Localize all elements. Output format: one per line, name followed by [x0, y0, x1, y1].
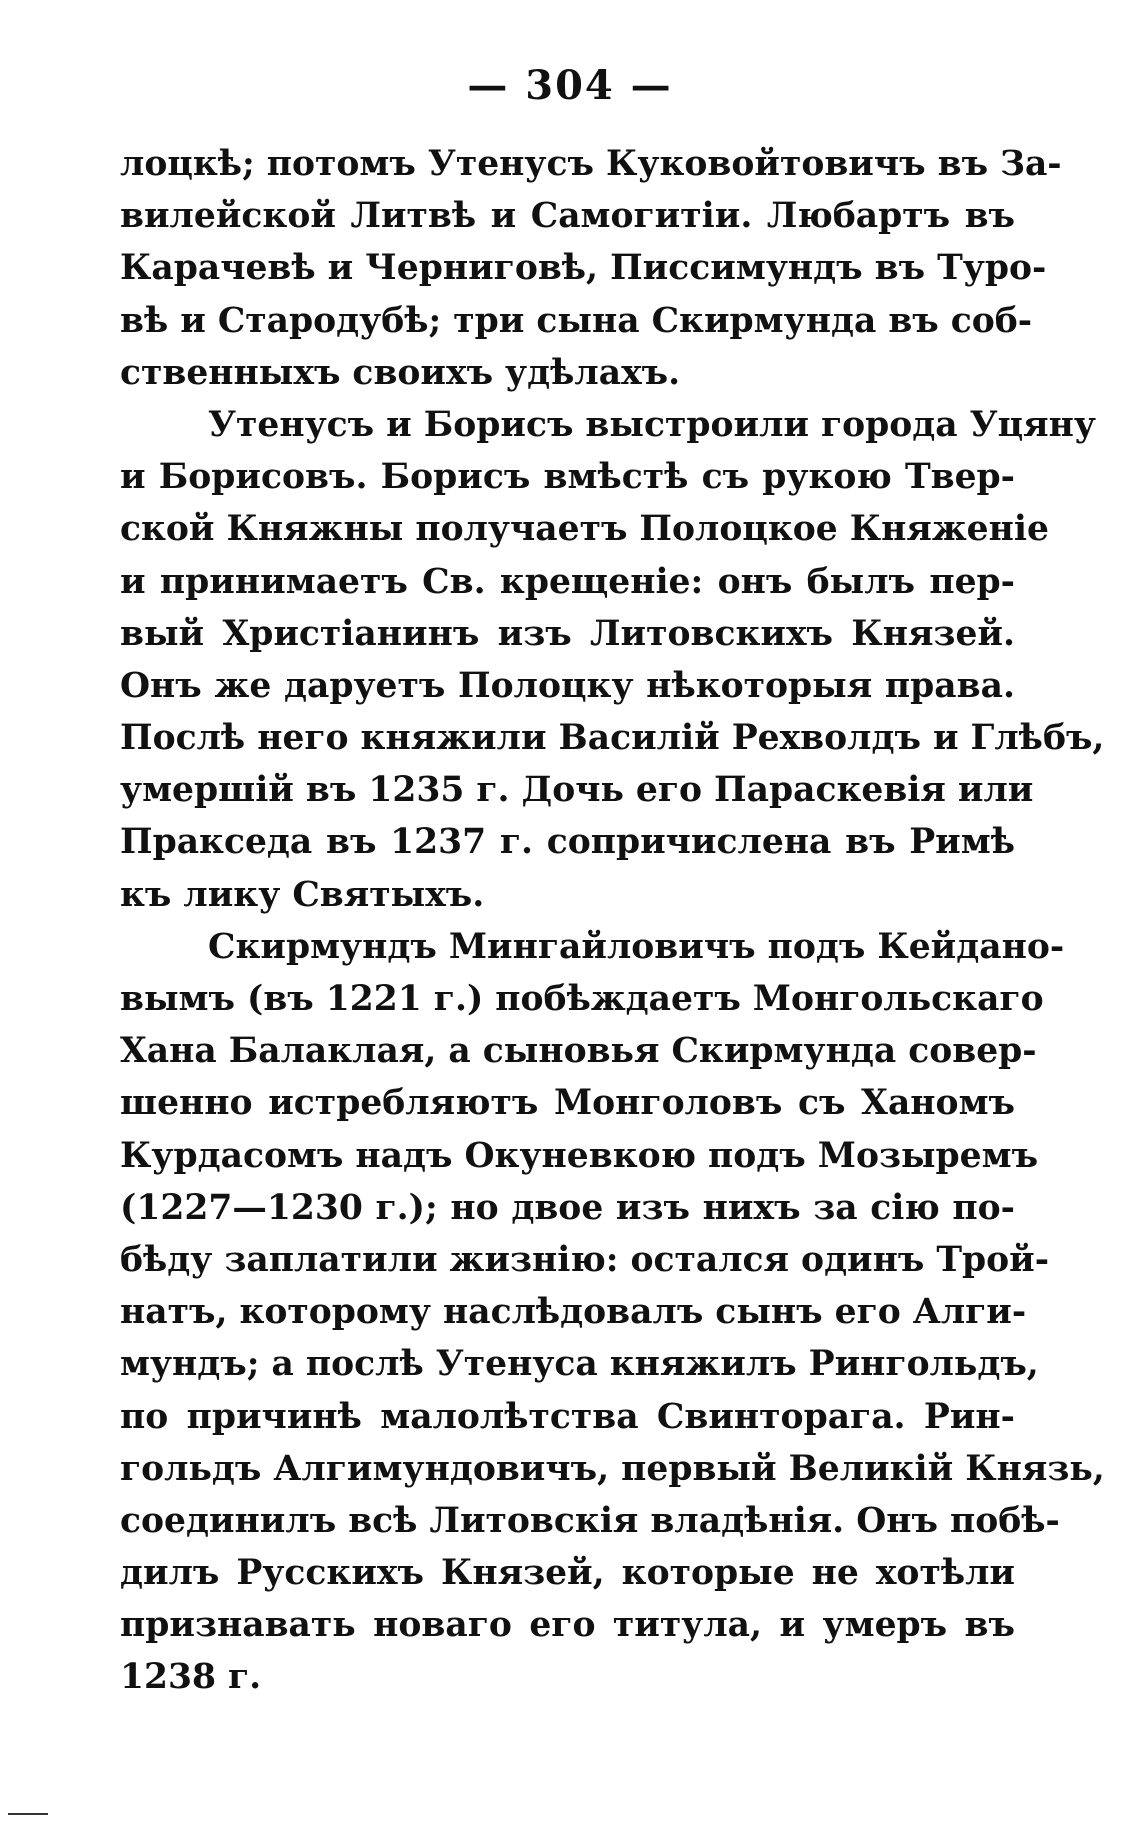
- text-line: Хана Балаклая, а сыновья Скирмунда совер-: [120, 1031, 1037, 1072]
- text-line: ской Княжны получаетъ Полоцкое Княженіе: [120, 509, 1049, 550]
- page-edge-mark: [8, 1813, 48, 1815]
- page-number-header: — 304 —: [467, 62, 673, 109]
- text-line: мундъ; а послѣ Утенуса княжилъ Рингольдъ,: [120, 1344, 1039, 1385]
- text-line: (1227—1230 г.); но двое изъ нихъ за сію по-: [120, 1187, 1015, 1228]
- text-line: Курдасомъ надъ Окуневкою подъ Мозыремъ: [120, 1135, 1039, 1176]
- text-line: ственныхъ своихъ удѣлахъ.: [120, 352, 681, 393]
- text-line: бѣду заплатили жизнію: остался одинъ Трой-: [120, 1239, 1050, 1280]
- text-line: Пракседа въ 1237 г. сопричислена въ Римѣ: [120, 822, 1015, 863]
- text-line: лоцкѣ; потомъ Утенусъ Куковойтовичъ въ За-: [120, 144, 1062, 184]
- text-line: 1238 г.: [120, 1657, 262, 1698]
- text-line: вилейской Литвѣ и Самогитіи. Любартъ въ: [120, 196, 1015, 237]
- text-line: соединилъ всѣ Литовскія владѣнія. Онъ побѣ-: [120, 1500, 1060, 1541]
- text-line: Утенусъ и Борисъ выстроили города Уцяну: [208, 404, 1096, 445]
- text-line: Онъ же даруетъ Полоцку нѣкоторыя права.: [120, 665, 1015, 706]
- text-line: признавать новаго его титула, и умеръ въ: [120, 1605, 1015, 1646]
- text-line: гольдъ Алгимундовичъ, первый Великій Князь,: [120, 1448, 1105, 1489]
- text-line: шенно истребляютъ Монголовъ съ Ханомъ: [120, 1083, 1015, 1124]
- text-line: Послѣ него княжили Василій Рехволдъ и Глѣбъ,: [120, 718, 1105, 759]
- text-line: вый Христіанинъ изъ Литовскихъ Князей.: [120, 613, 1015, 654]
- text-line: натъ, которому наслѣдовалъ сынъ его Алги-: [120, 1292, 1027, 1333]
- text-line: къ лику Святыхъ.: [120, 874, 485, 915]
- text-line: и Борисовъ. Борисъ вмѣстѣ съ рукою Твер-: [120, 457, 1015, 498]
- text-line: вымъ (въ 1221 г.) побѣждаетъ Монгольскаго: [120, 979, 1044, 1019]
- text-line: дилъ Русскихъ Князей, которые не хотѣли: [120, 1553, 1015, 1594]
- text-line: по причинѣ малолѣтства Свинторага. Рин-: [120, 1396, 1015, 1437]
- text-line: вѣ и Стародубѣ; три сына Скирмунда въ соб-: [120, 300, 1033, 341]
- text-line: Карачевѣ и Черниговѣ, Писсимундъ въ Туро-: [120, 248, 1047, 289]
- text-line: Скирмундъ Мингайловичъ подъ Кейдано-: [208, 926, 1065, 967]
- text-line: умершій въ 1235 г. Дочь его Параскевія или: [120, 770, 1034, 811]
- body-text: [120, 138, 1105, 1704]
- text-line: и принимаетъ Св. крещеніе: онъ былъ пер-: [120, 561, 1015, 602]
